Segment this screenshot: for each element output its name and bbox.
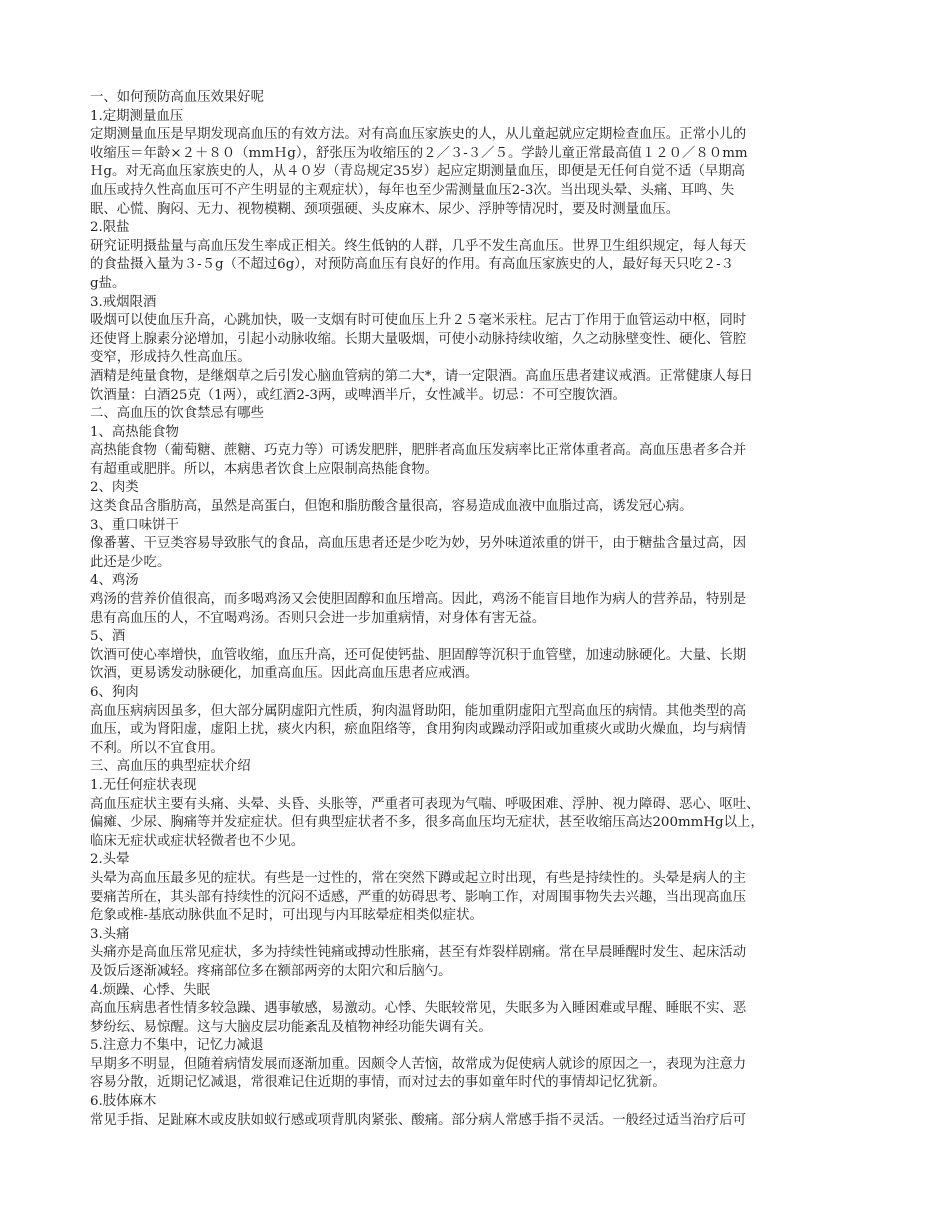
text-line: 三、高血压的典型症状介绍 [90, 759, 251, 775]
text-line: 的食盐摄入量为３-５g（不超过6g），对预防高血压有良好的作用。有高血压家族史的人，最好每天只吃２-３ [90, 257, 734, 273]
text-line: 要痛苦所在，其头部有持续性的沉闷不适感，严重的妨碍思考、影响工作，对周围事物失去兴趣，当出现高血压 [90, 889, 747, 905]
text-line: 5、酒 [90, 629, 126, 645]
text-line: 定期测量血压是早期发现高血压的有效方法。对有高血压家族史的人，从儿童起就应定期检查血压。正常小儿的 [90, 127, 747, 143]
text-line: 2.限盐 [90, 220, 130, 236]
text-line: 3.头痛 [90, 926, 130, 942]
text-line: 高血压病患者性情多较急躁、遇事敏感，易激动。心悸、失眠较常见，失眠多为入睡困难或早醒、睡眠不实、恶 [90, 1001, 747, 1017]
text-line: 1、高热能食物 [90, 424, 179, 440]
text-line: 酒精是纯量食物，是继烟草之后引发心脑血管病的第二大*，请一定限酒。高血压患者建议戒酒。正常健康人每日 [90, 368, 753, 384]
text-line: 6.肢体麻木 [90, 1094, 157, 1110]
text-line: 3、重口味饼干 [90, 517, 179, 533]
text-line: 鸡汤的营养价值很高，而多喝鸡汤又会使胆固醇和血压增高。因此，鸡汤不能盲目地作为病人的营养品，特别是 [90, 592, 747, 608]
text-line: 及饭后逐渐减轻。疼痛部位多在额部两旁的太阳穴和后脑勺。 [90, 963, 452, 979]
text-line: 这类食品含脂肪高，虽然是高蛋白，但饱和脂肪酸含量很高，容易造成血液中血脂过高，诱发冠心病。 [90, 499, 693, 515]
text-line: 像番薯、干豆类容易导致胀气的食品，高血压患者还是少吃为妙，另外味道浓重的饼干，由于糖盐含量过高，因 [90, 536, 747, 552]
text-line: 血压或持久性高血压可不产生明显的主观症状），每年也至少需测量血压2-3次。当出现头晕、头痛、耳鸣、失 [90, 182, 735, 198]
text-line: 头痛亦是高血压常见症状，多为持续性钝痛或搏动性胀痛，甚至有炸裂样剧痛。常在早晨睡醒时发生、起床活动 [90, 945, 747, 961]
text-line: 吸烟可以使血压升高，心跳加快，吸一支烟有时可使血压上升２５毫米汞柱。尼古丁作用于血管运动中枢，同时 [90, 313, 747, 329]
text-line: 一、如何预防高血压效果好呢 [90, 90, 265, 105]
text-line: 3.戒烟限酒 [90, 294, 157, 310]
text-line: 容易分散，近期记忆减退，常很难记住近期的事情，而对过去的事如童年时代的事情却记忆犹新。 [90, 1075, 666, 1091]
text-line: 2.头晕 [90, 852, 130, 868]
text-line: 5.注意力不集中，记忆力减退 [90, 1038, 264, 1054]
text-line: 2、肉类 [90, 480, 139, 496]
text-line: 此还是少吃。 [90, 554, 171, 570]
text-line: 眠、心慌、胸闷、无力、视物模糊、颈项强硬、头皮麻木、尿少、浮肿等情况时，要及时测量血压。 [90, 201, 680, 217]
document-body [90, 89, 860, 1130]
text-line: 常见手指、足趾麻木或皮肤如蚁行感或项背肌肉紧张、酸痛。部分病人常感手指不灵活。一般经过适当治疗后可 [90, 1112, 747, 1128]
text-line: 血压，或为肾阳虚，虚阳上扰，痰火内积，瘀血阻络等，食用狗肉或躁动浮阳或加重痰火或助火燥血，均与病情 [90, 722, 747, 738]
text-line: 二、高血压的饮食禁忌有哪些 [90, 406, 265, 422]
text-line: 饮酒量：白酒25克（1两），或红酒2-3两，或啤酒半斤，女性减半。切忌：不可空腹饮酒。 [90, 387, 626, 403]
text-line: 6、狗肉 [90, 685, 139, 700]
text-line: 1.无任何症状表现 [90, 777, 197, 793]
text-line: 患有高血压的人，不宜喝鸡汤。否则只会进一步加重病情，对身体有害无益。 [90, 610, 546, 626]
text-line: 头晕为高血压最多见的症状。有些是一过性的，常在突然下蹲或起立时出现，有些是持续性的。头晕是病人的主 [90, 870, 747, 886]
text-line: 高血压症状主要有头痛、头晕、头昏、头胀等，严重者可表现为气喘、呼吸困难、浮肿、视力障碍、恶心、呕吐、 [90, 796, 760, 812]
text-line: 4、鸡汤 [90, 573, 139, 589]
text-line: 早期多不明显，但随着病情发展而逐渐加重。因颇令人苦恼，故常成为促使病人就诊的原因之一，表现为注意力 [90, 1056, 747, 1072]
text-line: 临床无症状或症状轻微者也不少见。 [90, 833, 305, 849]
text-line: 4.烦躁、心悸、失眠 [90, 982, 210, 998]
text-line: 有超重或肥胖。所以，本病患者饮食上应限制高热能食物。 [90, 461, 439, 477]
text-line: 饮酒可使心率增快，血管收缩，血压升高，还可促使钙盐、胆固醇等沉积于血管壁，加速动脉硬化。大量、长期 [90, 647, 747, 663]
text-line: 梦纷纭、易惊醒。这与大脑皮层功能紊乱及植物神经功能失调有关。 [90, 1019, 492, 1035]
text-line: 高血压病病因虽多，但大部分属阴虚阳亢性质，狗肉温肾助阳，能加重阴虚阳亢型高血压的病情。其他类型的高 [90, 703, 747, 719]
text-line: Ｈg。对无高血压家族史的人，从４０岁（青岛规定35岁）起应定期测量血压，即便是无任何自觉不适（早期高 [90, 164, 745, 180]
text-line: 收缩压＝年龄×２＋８０（mmＨg），舒张压为收缩压的２／３-３／５。学龄儿童正常最高值１２０／８０mm [90, 145, 748, 161]
text-line: 高热能食物（葡萄糖、蔗糖、巧克力等）可诱发肥胖，肥胖者高血压发病率比正常体重者高。高血压患者多合并 [90, 443, 747, 459]
text-line: 还使肾上腺素分泌增加，引起小动脉收缩。长期大量吸烟，可使小动脉持续收缩，久之动脉壁变性、硬化、管腔 [90, 331, 747, 347]
text-line: 偏瘫、少尿、胸痛等并发症症状。但有典型症状者不多，很多高血压均无症状，甚至收缩压高达200mmHg以上， [90, 815, 764, 831]
text-line: 变窄，形成持久性高血压。 [90, 350, 251, 366]
text-line: 饮酒，更易诱发动脉硬化，加重高血压。因此高血压患者应戒酒。 [90, 666, 479, 682]
text-line: 研究证明摄盐量与高血压发生率成正相关。终生低钠的人群，几乎不发生高血压。世界卫生组织规定，每人每天 [90, 238, 747, 254]
text-line: 1.定期测量血压 [90, 108, 184, 124]
text-line: 危象或椎-基底动脉供血不足时，可出现与内耳眩晕症相类似症状。 [90, 908, 483, 924]
text-line: 不利。所以不宜食用。 [90, 740, 224, 756]
text-line: g盐。 [90, 275, 126, 291]
